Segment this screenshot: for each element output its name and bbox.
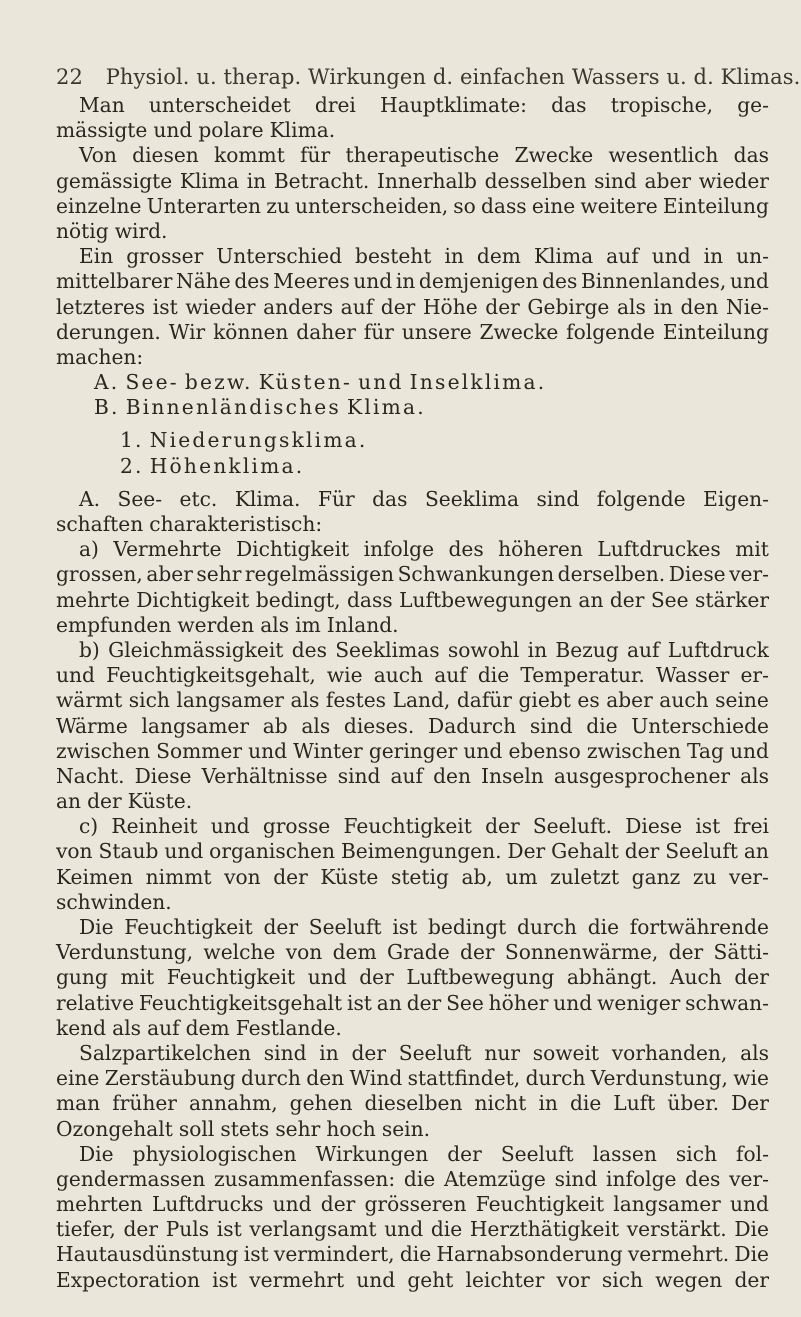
text-line: eine Zerstäubung durch den Wind stattfindet, durch Verdunstung, wie (56, 1066, 769, 1091)
text-line: gemässigte Klima in Betracht. Innerhalb desselben sind aber wieder (56, 168, 769, 193)
text-line: b) Gleichmässigkeit des Seeklimas sowohl in Bezug auf Luftdruck (79, 637, 769, 662)
text-line: man früher annahm, gehen dieselben nicht in die Luft über. Der (56, 1091, 769, 1116)
text-line: Die physiologischen Wirkungen der Seeluft lassen sich fol- (79, 1141, 769, 1166)
text-line: mehrten Luftdrucks und der grösseren Feuchtigkeit langsamer und (56, 1192, 769, 1217)
text-line: Ozongehalt soll stets sehr hoch sein. (56, 1116, 431, 1141)
text-line: Ein grosser Unterschied besteht in dem Klima auf und in un- (79, 244, 769, 269)
text-line: einzelne Unterarten zu unterscheiden, so dass eine weitere Einteilung (56, 193, 769, 218)
line-gap (56, 479, 769, 487)
line-gap (56, 420, 769, 428)
text-line: A. See- bezw. Küsten- und Inselklima. (94, 370, 547, 395)
text-line: relative Feuchtigkeitsgehalt ist an der See höher und weniger schwan- (56, 990, 769, 1015)
text-line: a) Vermehrte Dichtigkeit infolge des höheren Luftdruckes mit (79, 537, 769, 562)
text-line: zwischen Sommer und Winter geringer und ebenso zwischen Tag und (56, 738, 769, 763)
text-line: wärmt sich langsamer als festes Land, dafür giebt es aber auch seine (56, 688, 769, 713)
text-line: machen: (56, 344, 144, 369)
text-line: B. Binnenländisches Klima. (94, 395, 426, 420)
text-line: schaften charakteristisch: (56, 512, 323, 536)
text-line: mittelbarer Nähe des Meeres und in demjenigen des Binnenlandes, und (56, 269, 769, 294)
text-line: mehrte Dichtigkeit bedingt, dass Luftbewegungen an der See stärker (56, 587, 769, 612)
text-line: mässigte und polare Klima. (56, 118, 336, 143)
text-line: c) Reinheit und grosse Feuchtigkeit der Seeluft. Diese ist frei (79, 814, 769, 839)
text-line: Wärme langsamer ab als dieses. Dadurch sind die Unterschiede (56, 713, 769, 738)
running-header (56, 64, 801, 90)
text-line: empfunden werden als im Inland. (56, 612, 399, 637)
text-line: 1. Niederungsklima. (120, 428, 368, 453)
text-line: Die Feuchtigkeit der Seeluft ist bedingt durch die fortwährende (79, 915, 769, 939)
body-text (56, 93, 769, 1293)
text-line: Von diesen kommt für therapeutische Zwecke wesentlich das (79, 143, 769, 168)
text-line: von Staub und organischen Beimengungen. Der Gehalt der Seeluft an (56, 839, 769, 864)
text-line: gendermassen zusammenfassen: die Atemzüge sind infolge des ver- (56, 1166, 769, 1191)
text-line: Man unterscheidet drei Hauptklimate: das tropische, ge- (79, 93, 769, 117)
page-number: 22 (56, 65, 83, 89)
text-line: derungen. Wir können daher für unsere Zwecke folgende Einteilung (56, 319, 769, 344)
text-line: letzteres ist wieder anders auf der Höhe der Gebirge als in den Nie- (56, 294, 769, 319)
text-line: 2. Höhenklima. (120, 453, 305, 478)
text-line: und Feuchtigkeitsgehalt, wie auch auf die Temperatur. Wasser er- (56, 663, 769, 688)
text-line: Verdunstung, welche von dem Grade der Sonnenwärme, der Sätti- (56, 940, 769, 965)
running-title: Physiol. u. therap. Wirkungen d. einfachen Wassers u. d. Klimas. (105, 65, 801, 89)
text-line: nötig wird. (56, 218, 168, 243)
text-line: kend als auf dem Festlande. (56, 1015, 342, 1040)
text-line: A. See- etc. Klima. Für das Seeklima sind folgende Eigen- (79, 486, 769, 511)
text-line: Expectoration ist vermehrt und geht leichter vor sich wegen der (56, 1267, 769, 1292)
text-line: grossen, aber sehr regelmässigen Schwankungen derselben. Diese ver- (56, 562, 769, 587)
text-line: Keimen nimmt von der Küste stetig ab, um zuletzt ganz zu ver- (56, 864, 769, 889)
text-line: Hautausdünstung ist vermindert, die Harnabsonderung vermehrt. Die (56, 1242, 769, 1267)
text-line: tiefer, der Puls ist verlangsamt und die Herzthätigkeit verstärkt. Die (56, 1217, 769, 1242)
text-line: gung mit Feuchtigkeit und der Luftbewegung abhängt. Auch der (56, 965, 769, 990)
text-line: an der Küste. (56, 789, 193, 814)
text-line: schwinden. (56, 889, 172, 914)
text-line: Nacht. Diese Verhältnisse sind auf den Inseln ausgesprochener als (56, 763, 769, 788)
text-line: Salzpartikelchen sind in der Seeluft nur soweit vorhanden, als (79, 1040, 769, 1065)
